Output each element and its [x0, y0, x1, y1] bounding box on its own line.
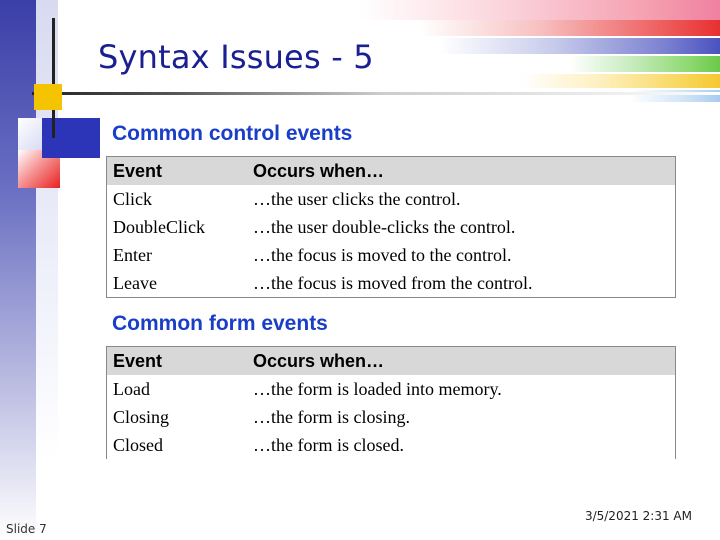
- deco-square-fade: [18, 118, 42, 150]
- table-header-row: [107, 347, 676, 376]
- deco-horizontal-line: [32, 92, 720, 95]
- event-name: Leave: [113, 272, 157, 293]
- event-name: Click: [113, 188, 152, 209]
- event-description: …the user double-clicks the control.: [253, 216, 516, 237]
- event-description: …the focus is moved to the control.: [253, 244, 512, 265]
- event-description: …the user clicks the control.: [253, 188, 461, 209]
- table-row: [107, 213, 676, 241]
- deco-square-blue: [42, 118, 100, 158]
- top-band-pink: [360, 0, 720, 20]
- column-header-occurs: Occurs when…: [247, 347, 676, 376]
- event-name: Enter: [113, 244, 152, 265]
- event-name: Closing: [113, 406, 170, 427]
- top-band-green: [570, 56, 720, 72]
- slide-title: Syntax Issues - 5: [98, 38, 374, 76]
- column-header-event: Event: [107, 157, 248, 186]
- table-row: [107, 431, 676, 459]
- form-events-heading: Common form events: [112, 312, 328, 335]
- left-gradient-strip: [0, 0, 36, 540]
- event-name: Load: [113, 378, 150, 399]
- table-row: [107, 403, 676, 431]
- form-events-table: [106, 346, 676, 459]
- table-header-row: [107, 157, 676, 186]
- event-description: …the form is closing.: [253, 406, 410, 427]
- event-name: Closed: [113, 434, 164, 455]
- column-header-occurs: Occurs when…: [247, 157, 676, 186]
- control-events-table: [106, 156, 676, 298]
- event-description: …the form is closed.: [253, 434, 404, 455]
- table-row: [107, 185, 676, 213]
- deco-vertical-line: [52, 18, 55, 138]
- event-description: …the focus is moved from the control.: [253, 272, 533, 293]
- event-name: DoubleClick: [113, 216, 205, 237]
- control-events-heading: Common control events: [112, 122, 353, 145]
- table-row: [107, 241, 676, 269]
- top-band-red: [420, 20, 720, 36]
- slide-date: 3/5/2021 2:31 AM: [584, 509, 692, 523]
- deco-square-yellow: [34, 84, 62, 110]
- slide-number: Slide 7: [6, 522, 47, 536]
- column-header-event: Event: [107, 347, 248, 376]
- top-band-blue: [440, 38, 720, 54]
- table-row: [107, 269, 676, 298]
- table-row: [107, 375, 676, 403]
- event-description: …the form is loaded into memory.: [253, 378, 502, 399]
- top-band-yellow: [520, 74, 720, 88]
